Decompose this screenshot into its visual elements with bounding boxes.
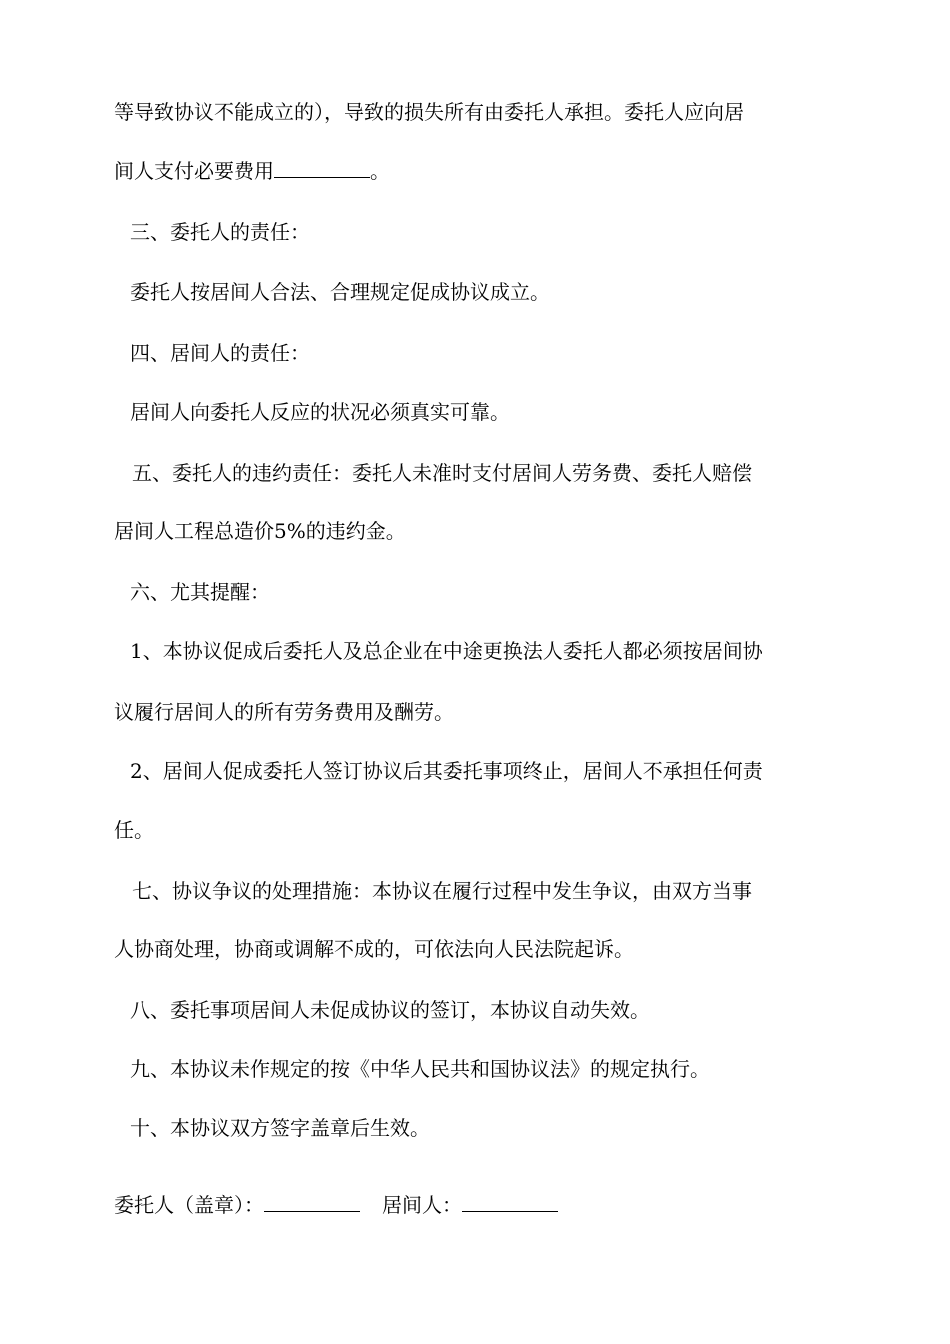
paragraph-text: 。	[370, 159, 390, 183]
section-body: 居间人工程总造价5%的违约金。	[114, 519, 406, 543]
list-item: 1、本协议促成后委托人及总企业在中途更换法人委托人都必须按居间协	[130, 639, 763, 663]
section-title: 六、尤其提醒：	[130, 580, 270, 604]
section-body: 人协商处理，协商或调解不成的，可依法向人民法院起诉。	[114, 937, 634, 961]
section-body: 委托人按居间人合法、合理规定促成协议成立。	[130, 280, 550, 304]
section-body: 十、本协议双方签字盖章后生效。	[130, 1116, 430, 1140]
list-item: 议履行居间人的所有劳务费用及酬劳。	[114, 700, 454, 724]
section-body: 七、协议争议的处理措施：本协议在履行过程中发生争议，由双方当事	[132, 879, 752, 903]
intermediary-label: 居间人：	[382, 1193, 462, 1217]
list-item: 任。	[114, 818, 154, 842]
client-signature-blank[interactable]	[264, 1193, 360, 1212]
section-title: 四、居间人的责任：	[130, 341, 310, 365]
paragraph-line: 等导致协议不能成立的），导致的损失所有由委托人承担。委托人应向居	[114, 100, 744, 124]
paragraph-line-with-blank	[114, 157, 844, 185]
section-body: 八、委托事项居间人未促成协议的签订，本协议自动失效。	[130, 998, 650, 1022]
signature-row	[114, 1191, 558, 1219]
list-item: 2、居间人促成委托人签订协议后其委托事项终止，居间人不承担任何责	[130, 759, 763, 783]
client-seal-label: 委托人（盖章）：	[114, 1193, 264, 1217]
section-body: 五、委托人的违约责任：委托人未准时支付居间人劳务费、委托人赔偿	[132, 461, 752, 485]
intermediary-signature-blank[interactable]	[462, 1193, 558, 1212]
section-title: 三、委托人的责任：	[130, 220, 310, 244]
fee-blank[interactable]	[274, 159, 370, 178]
section-body: 九、本协议未作规定的按《中华人民共和国协议法》的规定执行。	[130, 1057, 710, 1081]
paragraph-text: 间人支付必要费用	[114, 159, 274, 183]
section-body: 居间人向委托人反应的状况必须真实可靠。	[130, 400, 510, 424]
